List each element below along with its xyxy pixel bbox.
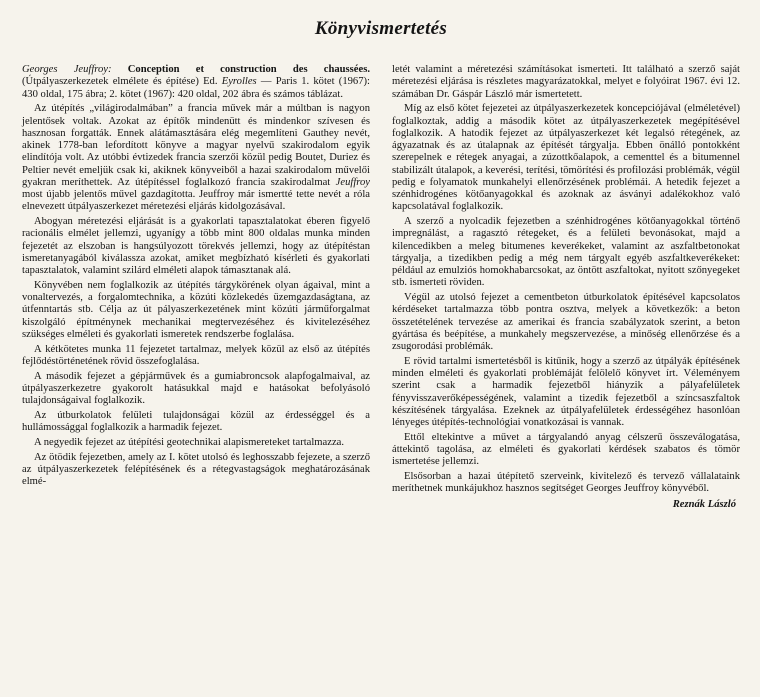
paragraph: Abogyan méretezési eljárását is a gyakorlati tapasztalatokat éberen figyelő racionális elmélet jellemzi, ugyanígy a több mint 800 oldalas munka minden fejezetét az elszoban is hangsúlyozott törekvés jellemzi, hogy az útépítéstan ismeretanyagából kiválassza azokat, amiket megbízható kísérleti és gyakorlati tapasztalatok, valamint szilárd elméleti alapok támasztanak alá. (22, 216, 370, 276)
paragraph: Az útburkolatok felületi tulajdonságai közül az érdességgel és a hullámossággal foglalkozik a harmadik fejezet. (22, 409, 370, 433)
paragraph-text: Az útépítés „világirodalmában” a francia művek már a múltban is nagyon jelentősek voltak. Azokat az építők mindenütt és mindenkor szívesen és hasznosan forgatták. Ennek alátámasztására elég megemlíteni Gauthey nevét, akinek 1778-ban lefordított könyve a magyar nyelvű szakirodalom egyik elindítója volt. Az utóbbi évtizedek francia szerzői közül pedig Boutet, Duriez és Peltier nevét emeljük csak ki, akiknek könyveiből a hazai szakirodalom művelői gyakran meríthettek. Az útépítéssel foglalkozó francia szakirodalmat (22, 103, 370, 188)
paragraph: A kétkötetes munka 11 fejezetet tartalmaz, melyek közül az első az útépítés fejlődéstörténetének rövid összefoglalása. (22, 343, 370, 367)
citation-book-title: Conception et construction des chaussées. (127, 64, 370, 75)
paragraph: Az ötödik fejezetben, amely az I. kötet utolsó és leghosszabb fejezete, a szerző az útpályaszerkezetek felépítésének és a rétegvastagságok meghatározásának elmé- (22, 451, 370, 487)
paragraph: Végül az utolsó fejezet a cementbeton útburkolatok építésével kapcsolatos kérdéseket tartalmazza több pontra osztva, melyek a következők: a beton összetételének tervezése az amerikai és francia szabályzatok szerint, a beton gyártása és beépítése, a munkahely megszervezése, a minőség ellenőrzése és a zsugorodási problémák. (392, 292, 740, 352)
paragraph: Míg az első kötet fejezetei az útpályaszerkezetek koncepciójával (elméletével) foglalkoztak, addig a második kötet az útpályaszerkezetek megépítésével foglalkozik. A hatodik fejezet az útpályaszerkezet két legalsó rétegének, az ágyazatnak és az útalapnak az építését tárgyalja. Ebben önálló pontokként szerepelnek e rétegek anyagai, a zúzottkőalapok, a cementtel és a bitumennel stabilizált útalapok, a keverési, terítési, tömörítési és profilozási problémák, végül pedig e folyamatok munkahelyi ellenőrzésének problémái. A hetedik fejezet a szénhidrogénes kötőanyagokkal és azoknak az ásványi adalékokhoz való kapcsolatával foglalkozik. (392, 103, 740, 213)
book-citation (22, 64, 370, 101)
author-name: Jeuffroy (335, 176, 370, 188)
left-column (22, 64, 370, 511)
page-title: Könyvismertetés (314, 18, 448, 39)
citation-details: — Paris 1. kötet (1967): 430 oldal, 175 ábra; 2. kötet (1967): 420 oldal, 202 ábra és számos táblázat. (22, 76, 370, 100)
citation-publisher: Eyrolles (221, 76, 257, 88)
citation-author: Georges Jeuffroy: (22, 64, 112, 75)
paragraph: A negyedik fejezet az útépítési geotechnikai alapismereteket tartalmazza. (34, 436, 345, 448)
paragraph: Ettől eltekintve a művet a tárgyalandó anyag célszerű összeválogatása, áttekintő tagolása, az elméleti és gyakorlati kérdések szabatos és tömör ismertetése jellemzi. (392, 431, 740, 468)
text-columns (22, 64, 740, 511)
paragraph-text: most újabb jelentős művel gazdagította. Jeuffroy már ismertté tette nevét a róla elnevezett útpályaszerkezet méretezési eljárás kidolgozásával. (22, 189, 370, 213)
paragraph: A második fejezet a gépjárművek és a gumiabroncsok alapfogalmaival, az útpályaszerkezetre gyakorolt hatásukkal majd e hatásokat befolyásoló tulajdonságaival foglalkozik. (22, 370, 370, 406)
right-column (392, 64, 740, 511)
paragraph: letét valamint a méretezési számításokat ismerteti. Itt található a szerző saját méretezési eljárása is részletes magyarázatokkal, melyet e folyóirat 1967. évi 12. számában Dr. Gáspár László már ismertetett. (392, 64, 740, 100)
citation-subtitle: (Útpályaszerkezetek elmélete és építése) Ed. (22, 76, 222, 88)
paragraph: A szerző a nyolcadik fejezetben a szénhidrogénes kötőanyagokkal történő impregnálást, a ragasztó rétegeket, és a felületi bevonásokat, majd a kilencedikben a meleg bitumenes keverékeket, valamint az aszfaltbetonokat tárgyalja, a tizedikben pedig a még nem tárgyalt egyéb aszfaltkeverékeket: például az emulziós homokhabarcsokat, az öntött aszfaltokat, nyitott szőnyegeket stb. ismerteti röviden. (392, 216, 740, 289)
signature: Reznák László (672, 498, 736, 510)
paragraph: E rövid tartalmi ismertetésből is kitűnik, hogy a szerző az útpályák építésének minden elméleti és gyakorlati problémáját felölelő könyvet írt. Véleményem szerint csak a harmadik fejezetből hiányzik a pályafelületek fényvisszaverőképességének, valamint a tizedik fejezetből a színcsaszfaltok készítésének tárgyalása. Ezeknek az útpályafelületek érdességéhez hasonlóan lényeges útépítés-technológiai vonatkozásai is vannak. (392, 355, 740, 428)
paragraph: Elsősorban a hazai útépítető szerveink, kivitelező és tervező vállalataink meríthetnek munkájukhoz hasznos segítséget Georges Jeuffroy könyvéből. (392, 471, 740, 495)
paragraph: Könyvében nem foglalkozik az útépítés tárgykörének olyan ágaival, mint a vonaltervezés, a forgalomtechnika, a közúti közlekedés üzemgazdaságtana, az útfenntartás stb. Célja az út pályaszerkezetének mint közúti járműforgalmat kiszolgáló építménynek mechanikai megtervezéséhez és kivitelezéséhez szükséges elméleti és gyakorlati ismeretek rendszerbe foglalása. (22, 279, 370, 340)
paragraph (22, 103, 370, 213)
